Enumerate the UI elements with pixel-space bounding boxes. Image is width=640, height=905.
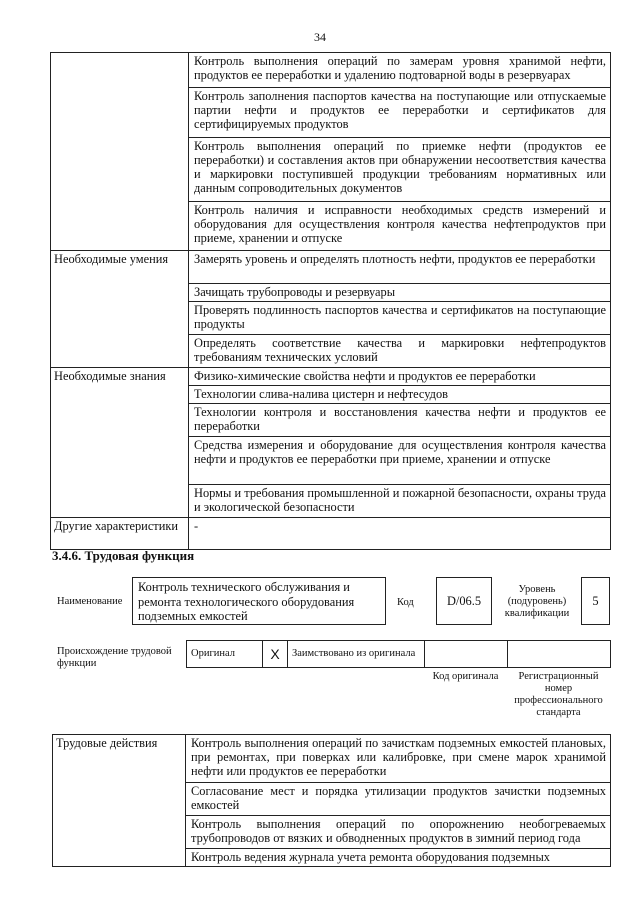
- row-label-empty: [51, 53, 189, 251]
- reg-number-caption: Регистрационный номер профессионального стандарта: [514, 671, 603, 718]
- row-label-other: Другие характеристики: [51, 518, 189, 550]
- table-row: [51, 368, 611, 386]
- original-mark: X: [263, 641, 288, 668]
- original-label: Оригинал: [187, 641, 263, 668]
- table-cell-text: Контроль заполнения паспортов качества на поступающие или отпускаемые партии нефти и продуктов ее переработки и сертификатов для сертифицируемых продуктов: [189, 88, 611, 138]
- borrowed-label: Заимствовано из оригинала: [288, 641, 425, 668]
- table-cell-text: Физико-химические свойства нефти и продуктов ее переработки: [189, 368, 611, 386]
- origin-label: Происхождение трудовой функции: [57, 646, 172, 669]
- actions-table: [52, 734, 611, 867]
- table-cell-text: Контроль выполнения операций по приемке нефти (продуктов ее переработки) и составления актов при обнаружении несоответствия качества и маркировки поступившей продукции требованиям нормативных или данным сопроводительных документов: [189, 138, 611, 202]
- level-label: Уровень (подуровень) квалификации: [504, 584, 570, 619]
- name-label: Наименование: [57, 596, 123, 607]
- table-cell-text: Нормы и требования промышленной и пожарной безопасности, охраны труда и экологической безопасности: [189, 485, 611, 518]
- table-cell-text: Замерять уровень и определять плотность нефти, продуктов ее переработки: [189, 251, 611, 284]
- table-cell-text: Согласование мест и порядка утилизации продуктов зачистки подземных емкостей: [186, 783, 611, 816]
- table-row: [51, 518, 611, 550]
- table-cell-text: Проверять подлинность паспортов качества и сертификатов на поступающие продукты: [189, 302, 611, 335]
- level-value: 5: [581, 577, 610, 625]
- table-row: [51, 251, 611, 284]
- table-cell-text: Зачищать трубопроводы и резервуары: [189, 284, 611, 302]
- code-value: D/06.5: [436, 577, 492, 625]
- code-original-cell: [425, 641, 508, 668]
- table-cell-text: Контроль выполнения операций по опорожнению необогреваемых трубопроводов от вязких и обводненных продуктов в зимний период года: [186, 816, 611, 849]
- table-cell-text: Контроль выполнения операций по зачисткам подземных емкостей плановых, при ремонтах, при поверках или калибровке, при смене марок хранимой нефти или продуктов ее переработки: [186, 735, 611, 783]
- reg-number-cell: [508, 641, 611, 668]
- table-cell-text: Контроль ведения журнала учета ремонта оборудования подземных: [186, 849, 611, 867]
- name-value: Контроль технического обслуживания и ремонта технологического оборудования подземных емкостей: [132, 577, 386, 625]
- table-cell-text: Контроль наличия и исправности необходимых средств измерений и оборудования для осуществления контроля качества нефтепродуктов при приеме, хранении и отпуске: [189, 202, 611, 251]
- table-cell-text: Средства измерения и оборудование для осуществления контроля качества нефти и продуктов ее переработки при приеме, хранении и отпуске: [189, 437, 611, 485]
- row-label-skills: Необходимые умения: [51, 251, 189, 368]
- origin-table: [186, 640, 611, 668]
- row-label-knowledge: Необходимые знания: [51, 368, 189, 518]
- section-heading: 3.4.6. Трудовая функция: [52, 548, 195, 563]
- table-cell-text: Технологии контроля и восстановления качества нефти и продуктов ее переработки: [189, 404, 611, 437]
- code-label: Код: [397, 597, 414, 608]
- table-cell-text: Технологии слива-налива цистерн и нефтесудов: [189, 386, 611, 404]
- table-cell-text: Контроль выполнения операций по замерам уровня хранимой нефти, продуктов ее переработки и удалению подтоварной воды в резервуарах: [189, 53, 611, 88]
- competency-table: [50, 52, 611, 550]
- page-number: 34: [314, 30, 326, 44]
- row-label-actions: Трудовые действия: [53, 735, 186, 867]
- table-cell-text: Определять соответствие качества и маркировки нефтепродуктов требованиям технических условий: [189, 335, 611, 368]
- table-cell-text: -: [189, 518, 611, 550]
- table-row: [51, 53, 611, 88]
- code-original-caption: Код оригинала: [432, 671, 499, 682]
- table-row: [53, 735, 611, 783]
